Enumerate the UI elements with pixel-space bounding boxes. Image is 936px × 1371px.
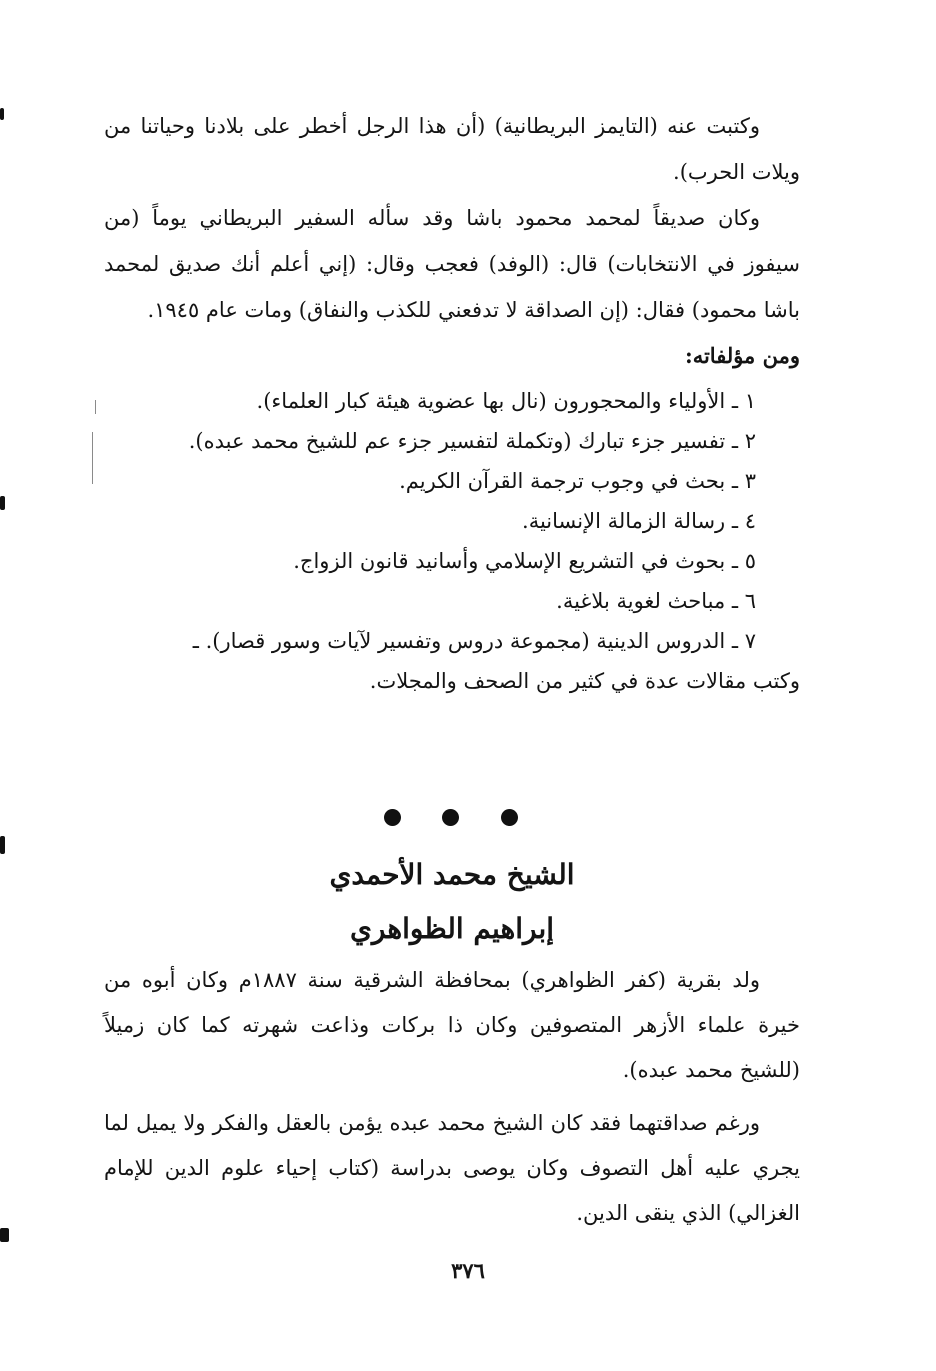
separator-dot [384,809,401,826]
works-list-item [104,381,800,421]
paragraph-birth: ولد بقرية (كفر الظواهري) بمحافظة الشرقية سنة ١٨٨٧م وكان أبوه من خيرة علماء الأزهر المتصوفين وكان ذا بركات وذاعت شهرته كما كان زميلاً (للشيخ محمد عبده). [104,968,800,1082]
item-number: ٢ ـ [731,429,756,453]
paragraph-friendship: وكان صديقاً لمحمد محمود باشا وقد سأله السفير البريطاني يوماً (من سيفوز في الانتخابات) قال: (الوفد) فعجب وقال: (إني أعلم أنك صديق لمحمد باشا محمود) فقال: (إن الصداقة لا تدفعني للكذب والنفاق) ومات عام ١٩٤٥. [104,206,800,322]
separator-dot [442,809,459,826]
pencil-mark [92,432,93,484]
item-text: تفسير جزء تبارك (وتكملة لتفسير جزء عم للشيخ محمد عبده). [188,429,726,453]
biography-title-line2: إبراهيم الظواهري [349,912,555,945]
biography-title-line1: الشيخ محمد الأحمدي [329,858,575,891]
section-previous-biography [104,103,800,701]
paragraph-friendship-abduh: ورغم صداقتهما فقد كان الشيخ محمد عبده يؤمن بالعقل والفكر ولا يميل لما يجري عليه أهل التصوف وكان يوصى بدراسة (كتاب إحياء علوم الدين للإمام الغزالي) الذي ينقى الدين. [104,1111,800,1225]
item-text: بحوث في التشريع الإسلامي وأسانيد قانون الزواج. [293,549,726,573]
scan-edge-mark [0,496,5,510]
item-text: بحث في وجوب ترجمة القرآن الكريم. [399,469,726,493]
item-text: رسالة الزمالة الإنسانية. [522,509,726,533]
pencil-mark [95,400,96,414]
paragraph-times-quote: وكتبت عنه (التايمز البريطانية) (أن هذا الرجل أخطر على بلادنا وحياتنا من ويلات الحرب). [104,114,800,184]
separator-dot [501,809,518,826]
scan-edge-mark [0,1228,9,1242]
works-list [104,381,800,661]
scan-edge-mark [0,836,5,854]
section-separator [0,809,936,829]
section-zawahiri-biography [104,958,800,1236]
item-number: ٧ ـ [731,629,756,653]
item-text: الأولياء والمحجورون (نال بها عضوية هيئة كبار العلماء). [256,389,726,413]
scan-edge-mark [0,108,4,120]
works-list-item [104,461,800,501]
works-list-item [104,501,800,541]
works-list-item [104,621,800,661]
works-list-item [104,581,800,621]
item-text: الدروس الدينية (مجموعة دروس وتفسير لآيات وسور قصار). ـ [192,629,726,653]
item-text: مباحث لغوية بلاغية. [556,589,726,613]
item-number: ١ ـ [731,389,756,413]
works-heading: ومن مؤلفاته: [684,343,800,368]
works-list-item [104,541,800,581]
works-list-item [104,421,800,461]
item-number: ٦ ـ [731,589,756,613]
item-number: ٣ ـ [731,469,756,493]
item-number: ٤ ـ [731,509,756,533]
paragraph-articles: وكتب مقالات عدة في كثير من الصحف والمجلات. [369,669,800,693]
page-number: ٣٧٦ [451,1258,485,1283]
item-number: ٥ ـ [731,549,756,573]
